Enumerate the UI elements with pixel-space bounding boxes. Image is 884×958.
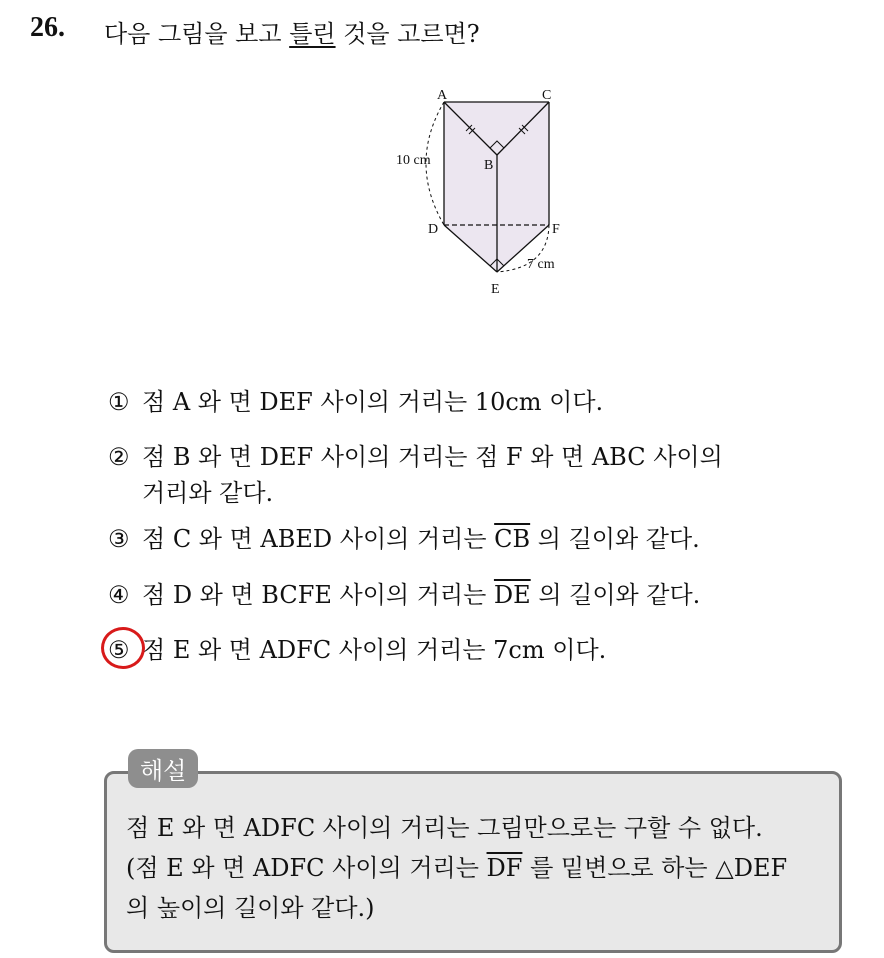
solution-line-2 [126,848,836,888]
prism-figure [380,82,600,307]
option-4-mark: ④ [108,581,130,609]
question-underlined-word: 틀린 [289,20,336,48]
label-f: F [552,222,560,237]
option-1-text: 점 A 와 면 DEF 사이의 거리는 10cm 이다. [142,388,604,416]
answer-circle [101,627,145,669]
segment-df: $\overline{DF}$ [486,854,523,882]
option-3-text-pre: 점 C 와 면 ABED 사이의 거리는 [142,525,495,553]
solution-line-2-pre: (점 E 와 면 ADFC 사이의 거리는 [126,854,487,882]
option-3-mark: ③ [108,525,130,553]
option-5-mark: ⑤ [108,636,130,664]
solution-text [126,808,836,928]
option-3[interactable] [108,521,700,557]
label-d: D [428,222,439,237]
option-4[interactable] [108,577,700,613]
option-4-text-pre: 점 D 와 면 BCFE 사이의 거리는 [142,581,494,609]
option-2-mark: ② [108,443,130,471]
question-text [104,14,480,49]
solution-tag: 해설 [128,749,198,788]
label-b: B [484,158,494,173]
height-label: 10 cm [396,153,431,168]
option-5-text: 점 E 와 면 ADFC 사이의 거리는 7cm 이다. [142,636,607,664]
option-2-text: 점 B 와 면 DEF 사이의 거리는 점 F 와 면 ABC 사이의 [142,443,723,471]
option-1-mark: ① [108,388,130,416]
option-5[interactable] [108,632,606,668]
side-label: 7 cm [527,257,555,272]
option-2-text-cont: 거리와 같다. [142,479,274,507]
question-text-after: 것을 고르면? [335,20,480,48]
option-4-text-post: 의 길이와 같다. [530,581,701,609]
segment-de: $\overline{DE}$ [493,581,531,609]
solution-line-1: 점 E 와 면 ADFC 사이의 거리는 그림만으로는 구할 수 없다. [126,814,763,842]
label-c: C [542,88,552,103]
question-number: 26. [30,12,65,43]
option-2[interactable] [108,439,723,511]
option-1[interactable] [108,384,603,420]
question-text-before: 다음 그림을 보고 [104,20,290,48]
label-a: A [437,88,448,103]
segment-cb: $\overline{CB}$ [494,525,531,553]
solution-line-3: 의 높이의 길이와 같다.) [126,894,375,922]
option-3-text-post: 의 길이와 같다. [530,525,700,553]
label-e: E [491,282,500,297]
solution-line-2-post: 를 밑변으로 하는 △DEF [522,854,788,882]
